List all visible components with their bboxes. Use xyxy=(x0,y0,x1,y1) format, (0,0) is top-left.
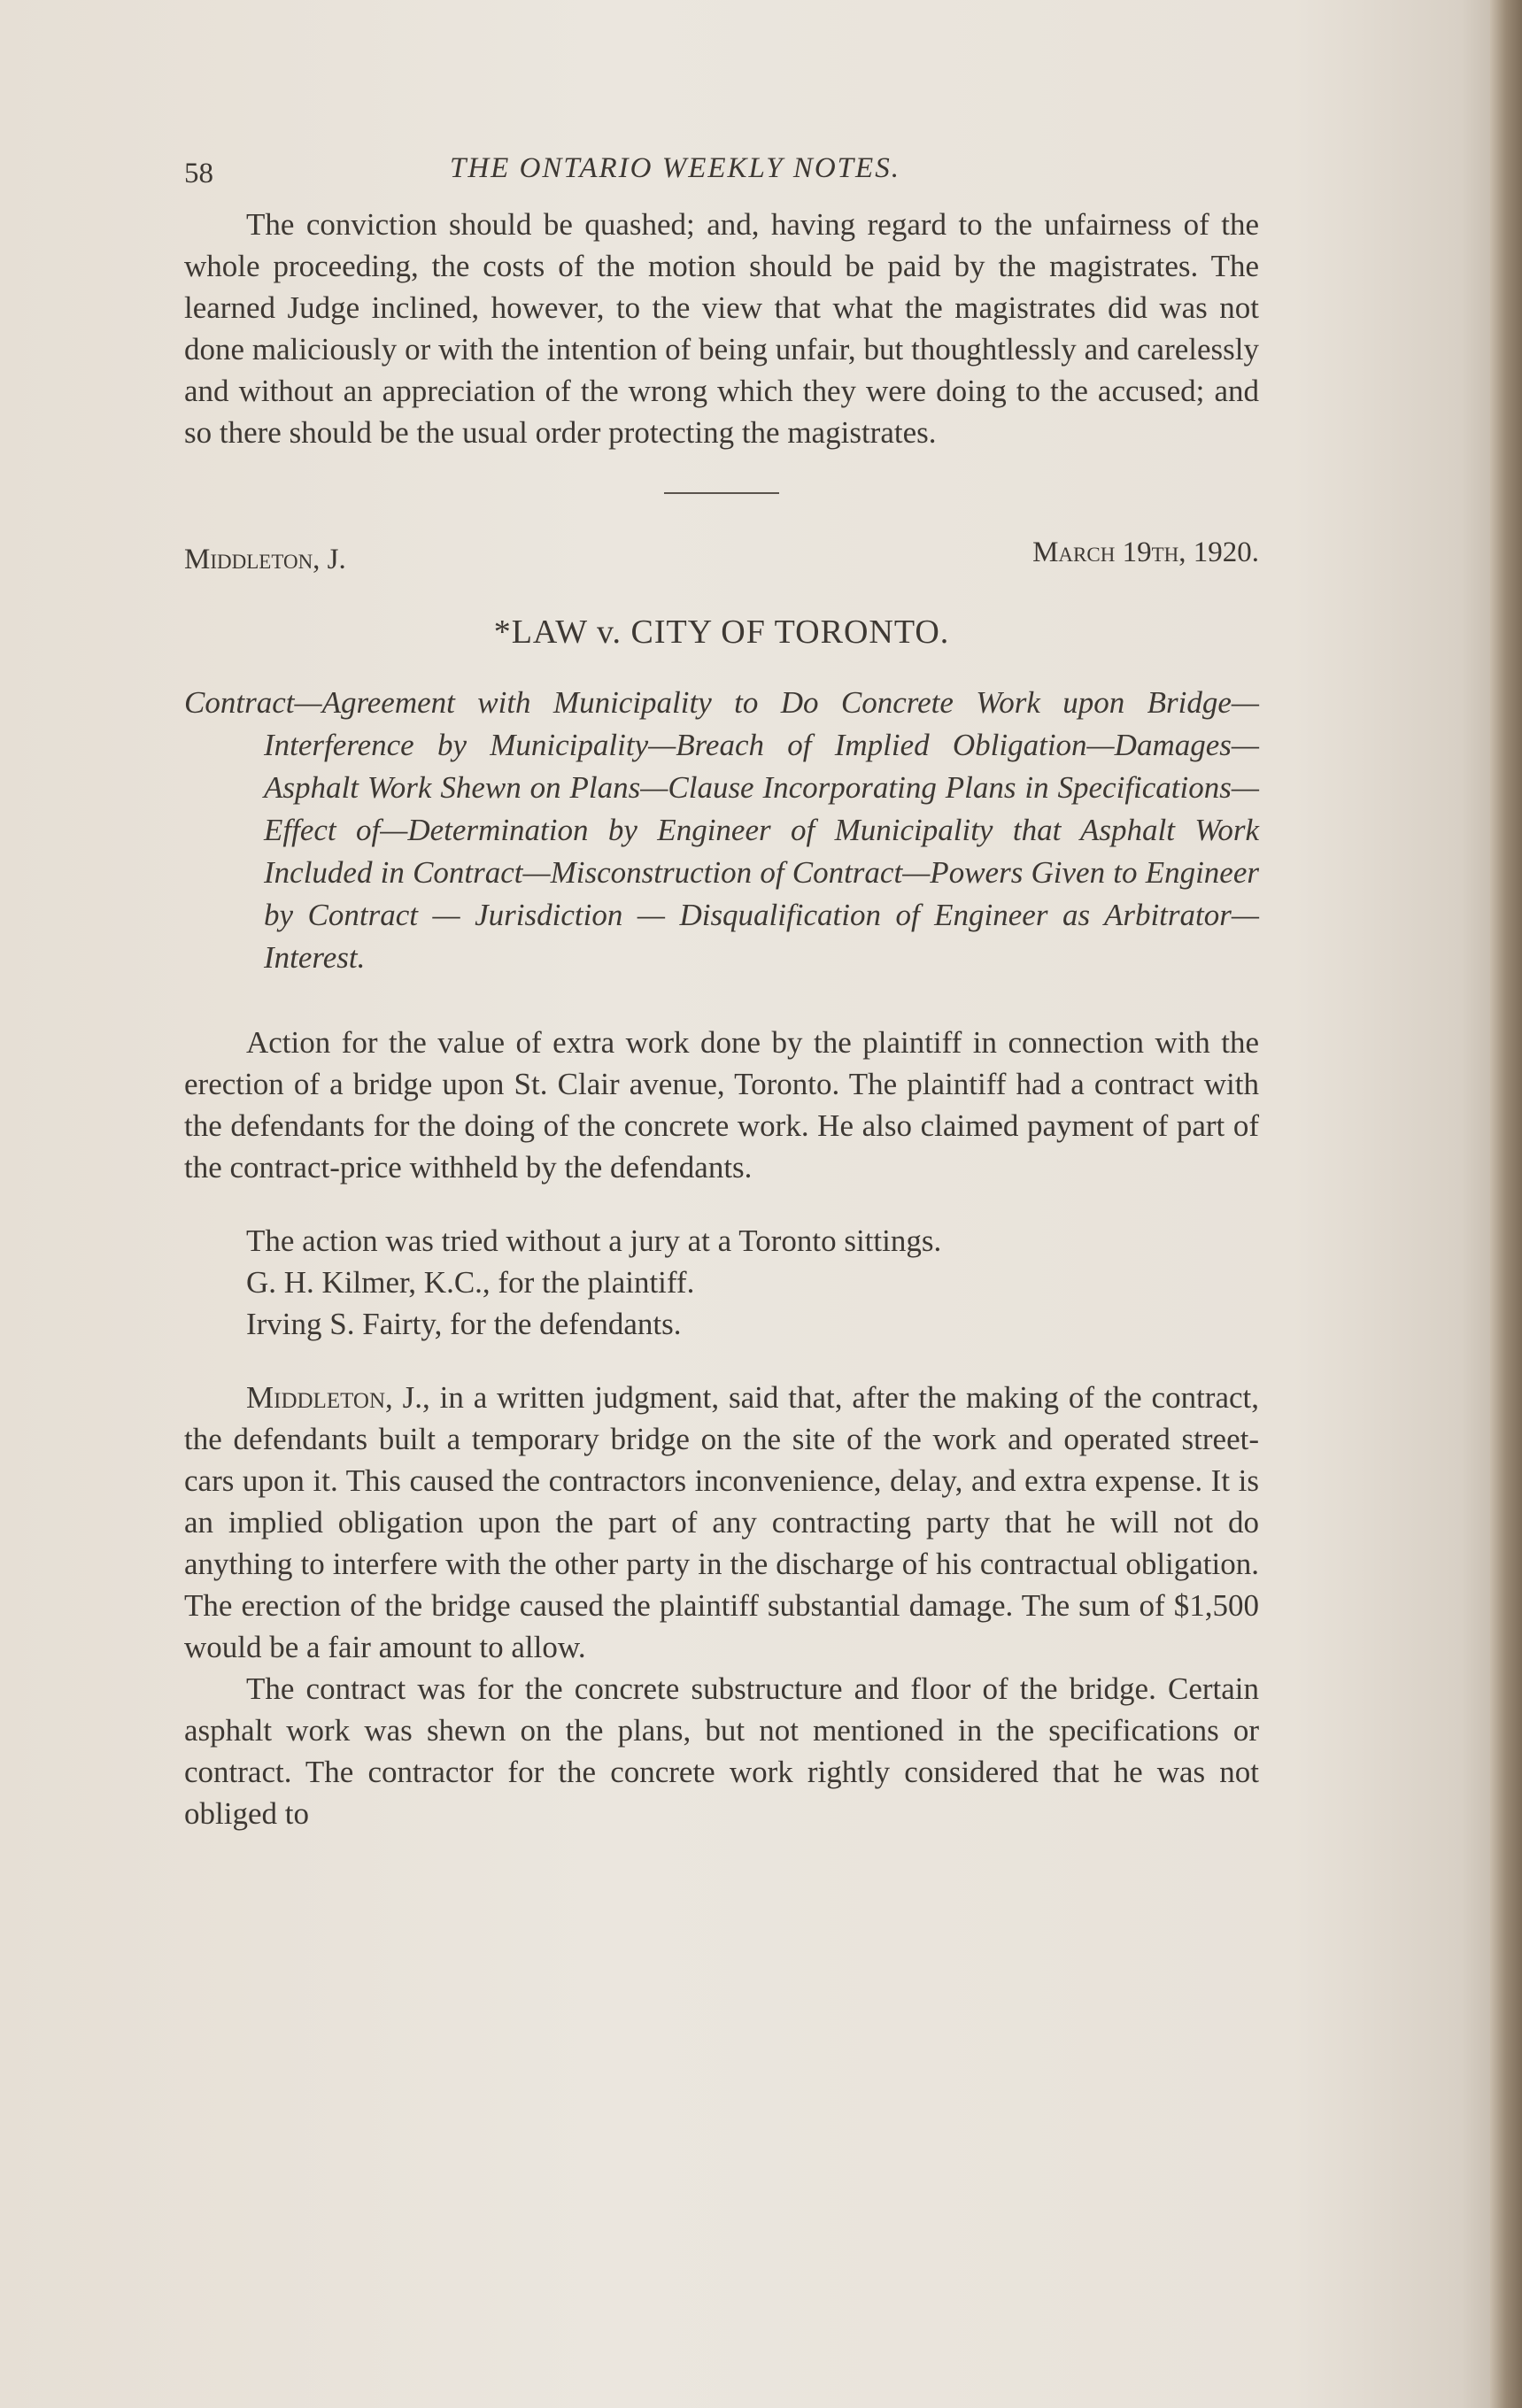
page-number: 58 xyxy=(184,158,213,189)
decision-date: March 19th, 1920. xyxy=(1032,536,1259,568)
judge-name: Middleton, J. xyxy=(184,544,346,575)
judgment-paragraph xyxy=(184,1377,1259,1668)
judge-date-line xyxy=(184,536,1259,586)
headnote: Contract—Agreement with Municipality to Do Concrete Work upon Bridge—Interference by Municipality—Breach of Implied Obligation—Damages—Asphalt Work Shewn on Plans—Clause Incorporating Plans in Specifications—Effect of—Determination by Engineer of Municipality that Asphalt Work Included in Contract—Misconstruction of Contract—Powers Given to Engineer by Contract — Jurisdiction — Disqualification of Engineer as Arbitrator—Interest. xyxy=(184,685,1259,975)
judgment-lead: Middleton, J. xyxy=(246,1380,423,1415)
running-head xyxy=(184,142,1259,204)
intro-paragraph: The conviction should be quashed; and, having regard to the unfairness of the whole proceeding, the costs of the motion should be paid by the magistrates. The learned Judge inclined, however, to the view that what the magistrates did was not done maliciously or with the intention of being unfair, but thoughtlessly and carelessly and without an appreciation of the wrong which they were doing to the accused; and so there should be the usual order protecting the magistrates. xyxy=(184,207,1259,450)
action-paragraph: Action for the value of extra work done by the plaintiff in connection with the erection of a bridge upon St. Clair avenue, Toronto. The plaintiff had a contract with the defendants for the doing of the concrete work. He also claimed payment of part of the contract-price withheld by the defendants. xyxy=(184,1025,1259,1185)
running-title: THE ONTARIO WEEKLY NOTES. xyxy=(450,152,900,184)
page-content xyxy=(184,142,1259,1834)
trial-line: The action was tried without a jury at a Toronto sittings. xyxy=(246,1223,942,1258)
counsel-plaintiff: G. H. Kilmer, K.C., for the plaintiff. xyxy=(246,1265,695,1300)
section-divider xyxy=(664,492,779,494)
counsel-defendants: Irving S. Fairty, for the defendants. xyxy=(246,1307,682,1341)
case-title: *LAW v. CITY OF TORONTO. xyxy=(493,614,950,651)
book-spine-shadow xyxy=(1490,0,1522,2408)
judgment-text: , in a written judgment, said that, after the making of the contract, the defendants built a temporary bridge on the site of the work and operated street-cars upon it. This caused the contractors inconvenience, delay, and extra expense. It is an implied obligation upon the part of any contracting party that he will not do anything to interfere with the other party in the discharge of his contractual obligation. The erection of the bridge caused the plaintiff substantial damage. The sum of $1,500 would be a fair amount to allow. xyxy=(184,1380,1259,1664)
final-paragraph: The contract was for the concrete substructure and floor of the bridge. Certain asphalt work was shewn on the plans, but not mentioned in the specifications or contract. The contractor for the concrete work rightly considered that he was not obliged to xyxy=(184,1671,1259,1831)
